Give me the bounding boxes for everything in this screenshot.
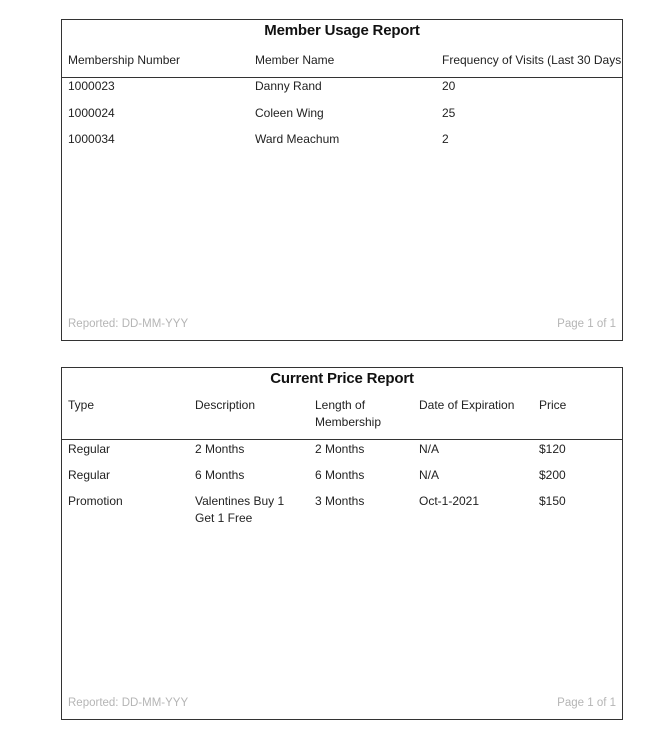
member-name-cell: Ward Meachum bbox=[255, 132, 340, 146]
page-number-footer: Page 1 of 1 bbox=[557, 318, 616, 330]
column-header-type: Type bbox=[68, 398, 95, 412]
type-cell: Regular bbox=[68, 442, 111, 456]
column-header-price: Price bbox=[539, 398, 567, 412]
visit-frequency-cell: 2 bbox=[442, 132, 449, 146]
expiration-cell: N/A bbox=[419, 468, 440, 482]
column-header-member-name: Member Name bbox=[255, 53, 335, 67]
description-cell: 6 Months bbox=[195, 468, 245, 482]
member-name-cell: Danny Rand bbox=[255, 79, 322, 93]
current-price-report bbox=[61, 367, 623, 720]
column-header-frequency-of-visits: Frequency of Visits (Last 30 Days bbox=[442, 53, 622, 67]
column-header-date-of-expiration: Date of Expiration bbox=[419, 398, 515, 412]
column-header-length-of-membership: Length of Membership bbox=[315, 398, 382, 429]
type-cell: Regular bbox=[68, 468, 111, 482]
length-cell: 2 Months bbox=[315, 442, 365, 456]
visit-frequency-cell: 25 bbox=[442, 106, 456, 120]
length-cell: 3 Months bbox=[315, 494, 365, 508]
member-name-cell: Coleen Wing bbox=[255, 106, 324, 120]
description-cell: Valentines Buy 1 Get 1 Free bbox=[195, 494, 285, 525]
report-title: Current Price Report bbox=[270, 370, 414, 387]
page-number-footer: Page 1 of 1 bbox=[557, 697, 616, 709]
membership-number-cell: 1000024 bbox=[68, 106, 115, 120]
price-cell: $150 bbox=[539, 494, 566, 508]
member-usage-report bbox=[61, 19, 623, 341]
membership-number-cell: 1000034 bbox=[68, 132, 115, 146]
report-title: Member Usage Report bbox=[264, 22, 420, 39]
column-header-description: Description bbox=[195, 398, 256, 412]
visit-frequency-cell: 20 bbox=[442, 79, 456, 93]
expiration-cell: N/A bbox=[419, 442, 440, 456]
description-cell: 2 Months bbox=[195, 442, 245, 456]
length-cell: 6 Months bbox=[315, 468, 365, 482]
expiration-cell: Oct-1-2021 bbox=[419, 494, 480, 508]
column-header-membership-number: Membership Number bbox=[68, 53, 181, 67]
report-date-footer: Reported: DD-MM-YYY bbox=[68, 697, 189, 709]
price-cell: $120 bbox=[539, 442, 566, 456]
membership-number-cell: 1000023 bbox=[68, 79, 115, 93]
header-divider bbox=[62, 439, 622, 440]
report-date-footer: Reported: DD-MM-YYY bbox=[68, 318, 189, 330]
type-cell: Promotion bbox=[68, 494, 123, 508]
price-cell: $200 bbox=[539, 468, 566, 482]
header-divider bbox=[62, 77, 622, 78]
